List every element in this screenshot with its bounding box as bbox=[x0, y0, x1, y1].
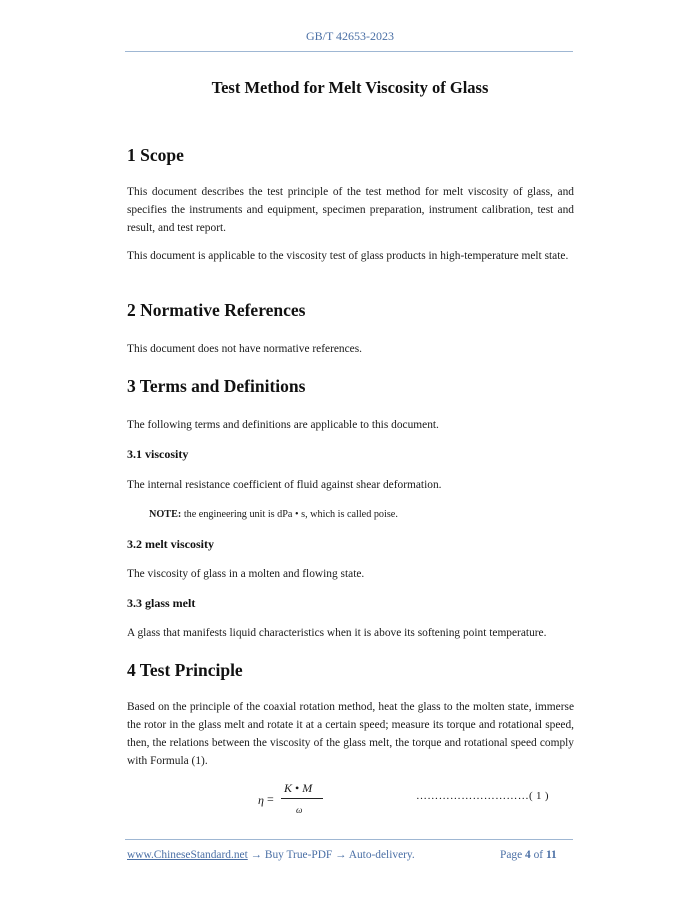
term-3-1-definition: The internal resistance coefficient of fluid against shear deformation. bbox=[127, 479, 442, 491]
section-principle-heading: 4 Test Principle bbox=[127, 660, 243, 680]
formula-eta: η bbox=[258, 793, 264, 807]
scope-paragraph-1: This document describes the test principle of the test method for melt viscosity of glass, and specifies the instruments and equipment, specimen preparation, instrument calibration, test and result, and test report. bbox=[127, 186, 574, 234]
normative-paragraph: This document does not have normative references. bbox=[127, 343, 363, 355]
term-3-1-heading: 3.1 viscosity bbox=[127, 447, 189, 461]
note-text: the engineering unit is dPa • s, which is called poise. bbox=[181, 509, 398, 520]
section-terms-heading: 3 Terms and Definitions bbox=[127, 376, 306, 396]
formula-equals: = bbox=[267, 792, 274, 806]
formula-k: K bbox=[284, 781, 293, 795]
formula-fraction-line bbox=[281, 798, 323, 799]
footer-arrow-2: → bbox=[332, 849, 349, 861]
term-3-2-heading: 3.2 melt viscosity bbox=[127, 537, 214, 551]
section-normative-heading: 2 Normative References bbox=[127, 300, 306, 320]
page-word: Page bbox=[500, 849, 523, 861]
note-label: NOTE: bbox=[149, 509, 182, 520]
term-3-3-heading: 3.3 glass melt bbox=[127, 596, 196, 610]
header-rule bbox=[125, 51, 573, 52]
formula-denominator: ω bbox=[296, 805, 303, 815]
footer-rule bbox=[125, 839, 573, 840]
term-3-1-note bbox=[149, 509, 398, 520]
footer-page-number bbox=[500, 849, 557, 861]
section-scope-heading: 1 Scope bbox=[127, 145, 184, 165]
terms-intro: The following terms and definitions are applicable to this document. bbox=[127, 419, 439, 431]
footer-buy-link[interactable]: Buy True-PDF bbox=[264, 849, 333, 861]
term-3-3-definition: A glass that manifests liquid characteristics when it is above its softening point temperature. bbox=[127, 627, 547, 639]
formula-numerator bbox=[284, 781, 312, 796]
page-total: 11 bbox=[545, 849, 557, 861]
formula-number: …………………………( 1 ) bbox=[416, 790, 549, 802]
of-word: of bbox=[533, 849, 544, 861]
footer-delivery-text: Auto-delivery. bbox=[348, 849, 415, 861]
formula-dot: • bbox=[295, 781, 300, 795]
footer-links bbox=[127, 849, 415, 861]
header-standard-code: GB/T 42653-2023 bbox=[305, 29, 395, 43]
principle-paragraph: Based on the principle of the coaxial rotation method, heat the glass to the molten state, immerse the rotor in the glass melt and rotate it at a certain speed; measure its torque and rotational speed, then, the relations between the viscosity of the glass melt, the torque and rotational speed comply with Formula (1). bbox=[127, 701, 574, 767]
page-current: 4 bbox=[525, 849, 531, 861]
scope-paragraph-2: This document is applicable to the viscosity test of glass products in high-temperature melt state. bbox=[127, 250, 569, 262]
term-3-2-definition: The viscosity of glass in a molten and flowing state. bbox=[127, 568, 365, 580]
formula-m: M bbox=[302, 781, 313, 795]
document-title: Test Method for Melt Viscosity of Glass bbox=[211, 78, 489, 97]
footer-site-link[interactable]: www.ChineseStandard.net bbox=[127, 849, 248, 861]
footer-arrow-1: → bbox=[247, 849, 265, 861]
formula-1 bbox=[258, 780, 328, 820]
